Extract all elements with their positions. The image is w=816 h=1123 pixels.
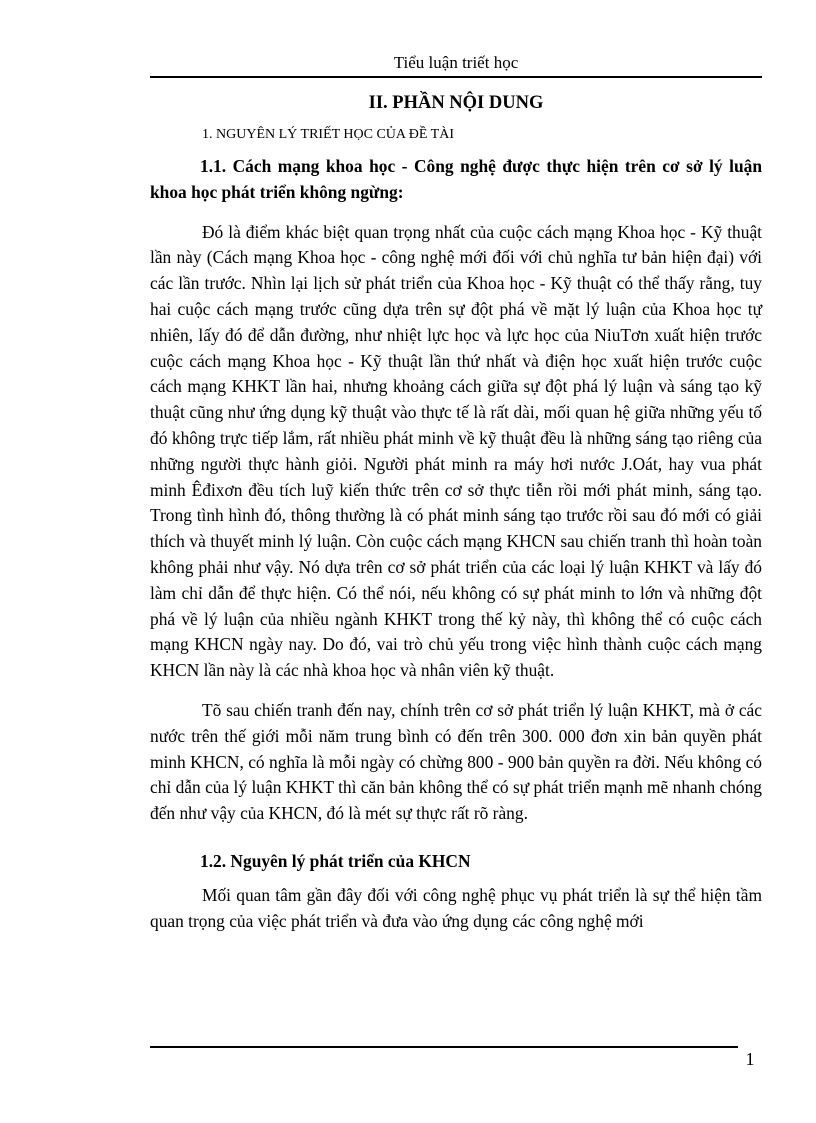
footer-divider bbox=[150, 1046, 738, 1048]
heading-1-2: 1.2. Nguyên lý phát triển của KHCN bbox=[200, 850, 471, 871]
running-header: Tiểu luận triết học bbox=[393, 53, 519, 72]
paragraph-3: Mối quan tâm gần đây đối với công nghệ phục vụ phát triển là sự thể hiện tầm quan trọng của việc phát triển và đưa vào ứng dụng các công nghệ mới bbox=[150, 884, 762, 931]
page-number: 1 bbox=[745, 1049, 755, 1069]
heading-1-1: 1.1. Cách mạng khoa học - Công nghệ được thực hiện trên cơ sở lý luận khoa học phát triển không ngừng: bbox=[150, 156, 762, 202]
section-subtitle: 1. NGUYÊN LÝ TRIẾT HỌC CỦA ĐỀ TÀI bbox=[202, 127, 454, 142]
section-title: II. PHẦN NỘI DUNG bbox=[368, 93, 544, 113]
paragraph-1: Đó là điểm khác biệt quan trọng nhất của cuộc cách mạng Khoa học - Kỹ thuật lần này (Cách mạng Khoa học - công nghệ mới đối với chủ nghĩa tư bản hiện đại) với các lần trước. Nhìn lại lịch sử phát triển của Khoa học - Kỹ thuật có thể thấy rằng, tuy hai cuộc cách mạng trước cũng dựa trên sự đột phá về mặt lý luận của Khoa học tự nhiên, lấy đó để dẫn đường, như nhiệt lực học và lực học của NiuTơn xuất hiện trước cuộc cách mạng Khoa học - Kỹ thuật lần thứ nhất và điện học xuất hiện trước cuộc cách mạng KHKT lần hai, nhưng khoảng cách giữa sự đột phá lý luận và sáng tạo kỹ thuật cũng như ứng dụng kỹ thuật vào thực tế là rất dài, mối quan hệ giữa những yếu tố đó không trực tiếp lắm, rất nhiều phát minh về kỹ thuật đều là những sáng tạo riêng của những người thực hành giỏi. Người phát minh ra máy hơi nước J.Oát, hay vua phát minh Êđixơn đều tích luỹ kiến thức trên cơ sở thực tiễn rồi mới phát minh, sáng tạo. Trong tình hình đó, thông thường là có phát minh sáng tạo trước rồi sau đó mới có giải thích và thuyết minh lý luận. Còn cuộc cách mạng KHCN sau chiến tranh thì hoàn toàn không phải như vậy. Nó dựa trên cơ sở phát triển của các loại lý luận KHKT và lấy đó làm chỉ dẫn để thực hiện. Có thể nói, nếu không có sự phát minh to lớn và những đột phá về lý luận của nhiều ngành KHKT trong thế kỷ này, thì không thể có cuộc cách mạng KHCN ngày nay. Do đó, vai trò chủ yếu trong việc hình thành cuộc cách mạng KHCN lần này là các nhà khoa học và nhân viên kỹ thuật. bbox=[150, 221, 762, 681]
header-divider bbox=[150, 76, 762, 78]
paragraph-2: Tõ sau chiến tranh đến nay, chính trên cơ sở phát triển lý luận KHKT, mà ở các nước trên thế giới mỗi năm trung bình có đến trên 300. 000 đơn xin bản quyền phát minh KHCN, có nghĩa là mỗi ngày có chừng 800 - 900 bản quyền ra đời. Nếu không có chỉ dẫn của lý luận KHKT thì căn bản không thể có sự phát triển mạnh mẽ nhanh chóng đến như vậy của KHCN, đó là mét sự thực rất rõ ràng. bbox=[150, 699, 762, 824]
page-body bbox=[150, 86, 762, 942]
